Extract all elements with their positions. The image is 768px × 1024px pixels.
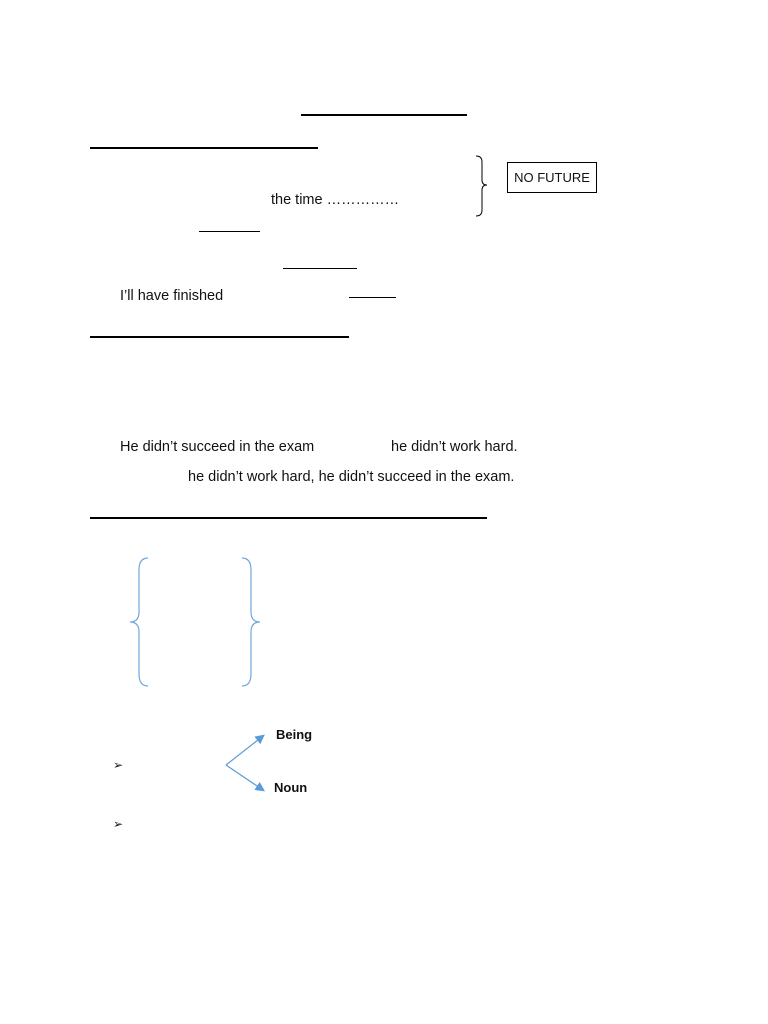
right-curly-brace-icon [238, 556, 264, 688]
no-future-box: NO FUTURE [507, 162, 597, 193]
sentence1-part2: he didn’t work hard. [391, 439, 518, 455]
branch-label-noun: Noun [274, 780, 308, 795]
time-phrase: the time …………… [271, 192, 400, 208]
section1-heading-underline [90, 147, 318, 149]
left-curly-brace-icon [126, 556, 152, 688]
blank-line-1 [199, 231, 260, 232]
bullet-arrow-icon: ➢ [113, 817, 124, 831]
blank-line-2 [283, 268, 357, 269]
sentence2: he didn’t work hard, he didn’t succeed in the exam. [188, 469, 515, 485]
title-underline [301, 114, 467, 116]
sentence1-part1: He didn’t succeed in the exam [120, 439, 315, 455]
branch-arrows-icon [222, 728, 272, 798]
section2-heading-underline [90, 336, 349, 338]
bullet-arrow-icon: ➢ [113, 758, 124, 772]
blank-line-3 [349, 297, 396, 298]
section3-heading-underline [90, 517, 487, 519]
branch-label-being: Being [276, 727, 313, 742]
right-brace-icon [472, 154, 492, 218]
example-sentence: I’ll have finished [120, 288, 224, 304]
